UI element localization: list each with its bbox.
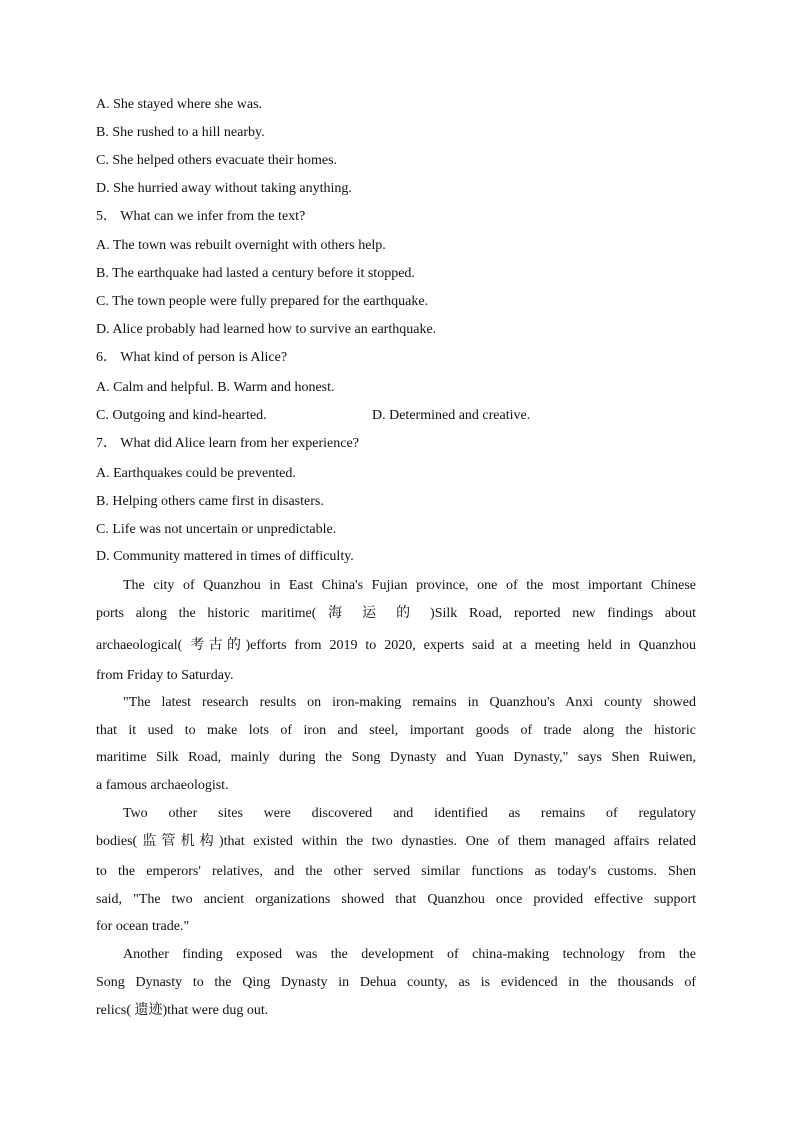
q7-option-d: D. Community mattered in times of difficulty. xyxy=(96,549,354,564)
q5-option-a: A. The town was rebuilt overnight with others help. xyxy=(96,238,386,253)
q5-option-d: D. Alice probably had learned how to survive an earthquake. xyxy=(96,322,437,337)
q6-option-d: D. Determined and creative. xyxy=(372,408,531,423)
passage-p2-line-1: "The latest research results on iron-making remains in Quanzhou's Anxi county showed xyxy=(123,695,696,710)
passage-p2-line-4: a famous archaeologist. xyxy=(96,778,229,793)
q4-option-d: D. She hurried away without taking anything. xyxy=(96,181,352,196)
passage-p3-line-4: said, "The two ancient organizations showed that Quanzhou once provided effective support xyxy=(96,892,696,907)
q7-option-b: B. Helping others came first in disasters. xyxy=(96,494,324,509)
q5-option-c: C. The town people were fully prepared for the earthquake. xyxy=(96,294,429,309)
passage-p3-line-3: to the emperors' relatives, and the other served similar functions as today's customs. Shen xyxy=(96,864,696,879)
passage-p4-line-3: relics( 遗迹)that were dug out. xyxy=(96,1003,269,1018)
passage-p1-line-1: The city of Quanzhou in East China's Fujian province, one of the most important Chinese xyxy=(123,578,696,593)
q4-option-b: B. She rushed to a hill nearby. xyxy=(96,125,265,140)
passage-p1-line-4: from Friday to Saturday. xyxy=(96,668,234,683)
q5-option-b: B. The earthquake had lasted a century before it stopped. xyxy=(96,266,415,281)
passage-p4-line-1: Another finding exposed was the development of china-making technology from the xyxy=(123,947,696,962)
passage-p3-line-5: for ocean trade." xyxy=(96,919,190,934)
q6-option-ab: A. Calm and helpful. B. Warm and honest. xyxy=(96,380,335,395)
q5-stem: 5． What can we infer from the text? xyxy=(96,209,306,224)
q6-option-c: C. Outgoing and kind-hearted. xyxy=(96,408,267,423)
q4-option-a: A. She stayed where she was. xyxy=(96,97,263,112)
q6-stem: 6． What kind of person is Alice? xyxy=(96,350,288,365)
passage-p2-line-2: that it used to make lots of iron and steel, important goods of trade along the historic xyxy=(96,723,696,738)
passage-p2-line-3: maritime Silk Road, mainly during the Song Dynasty and Yuan Dynasty," says Shen Ruiwen, xyxy=(96,750,696,765)
passage-p4-line-2: Song Dynasty to the Qing Dynasty in Dehua county, as is evidenced in the thousands of xyxy=(96,975,696,990)
q7-option-c: C. Life was not uncertain or unpredictable. xyxy=(96,522,337,537)
q7-stem: 7． What did Alice learn from her experience? xyxy=(96,436,359,451)
passage-p3-line-2: bodies(监管机构)that existed within the two dynasties. One of them managed affairs related xyxy=(96,834,696,849)
q4-option-c: C. She helped others evacuate their homes. xyxy=(96,153,338,168)
passage-p1-line-3: archaeological( 考古的)efforts from 2019 to 2020, experts said at a meeting held in Quanzhou xyxy=(96,638,696,653)
passage-p3-line-1: Two other sites were discovered and identified as remains of regulatory xyxy=(123,806,696,821)
q7-option-a: A. Earthquakes could be prevented. xyxy=(96,466,296,481)
passage-p1-line-2: ports along the historic maritime( 海 运 的 )Silk Road, reported new findings about xyxy=(96,606,696,621)
